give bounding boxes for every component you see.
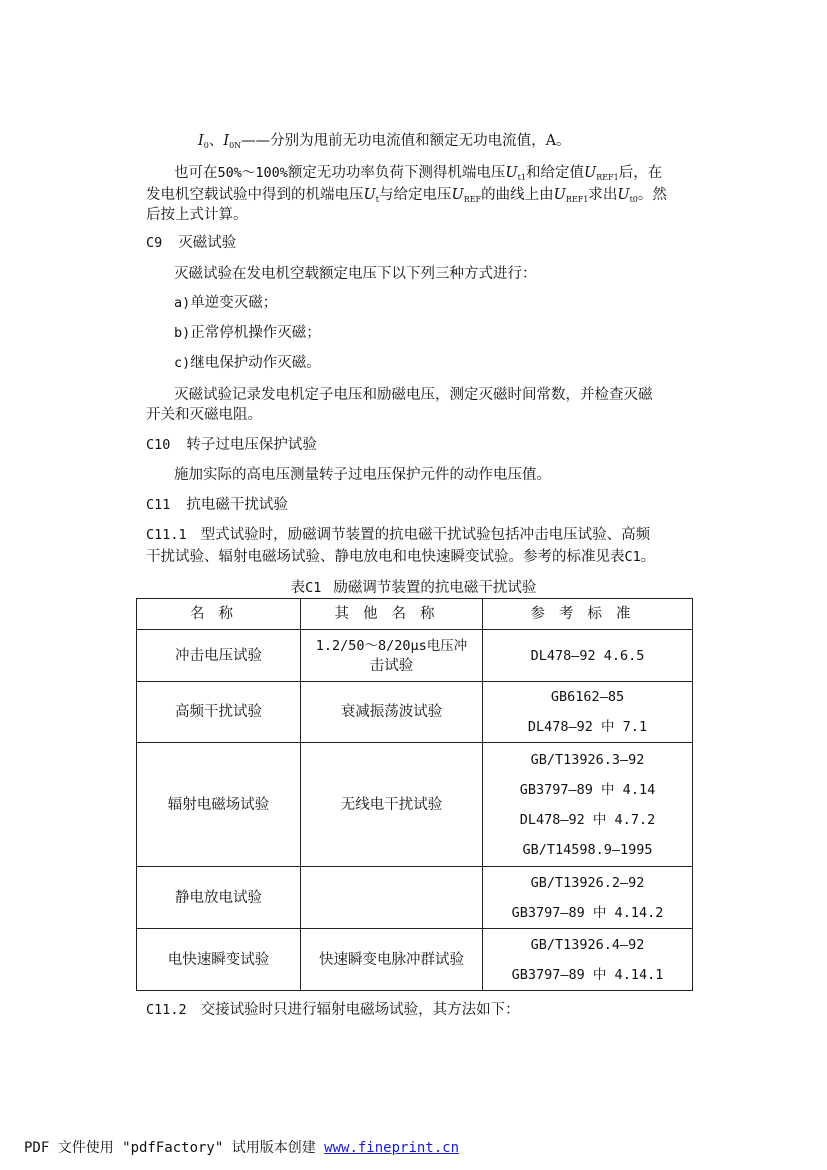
table-cell-name: 静电放电试验 (137, 867, 301, 929)
table-cell-name: 高频干扰试验 (137, 682, 301, 743)
table-cell-alt-name: 快速瞬变电脉冲群试验 (301, 929, 483, 991)
column-header-name: 名称 (137, 599, 301, 630)
column-header-reference: 参考标准 (483, 599, 693, 630)
list-item: a)单逆变灭磁； (174, 295, 278, 311)
measurement-paragraph-line-2: 发电机空载试验中得到的机端电压$U_t$与给定电压$U_{REF}$的曲线上由$U_{REF1}$求出$U_{t0}$。然 (146, 187, 667, 204)
emc-test-table (136, 598, 693, 991)
table-cell-alt-name: 1.2/50～8/20μs电压冲 击试验 (301, 630, 483, 682)
table-cell-name: 辐射电磁场试验 (137, 743, 301, 867)
table-row (137, 929, 693, 991)
table-cell-alt-name (301, 867, 483, 929)
table-header-row (137, 599, 693, 630)
section-c9-intro: 灭磁试验在发电机空载额定电压下以下列三种方式进行： (174, 266, 537, 282)
table-cell-name: 电快速瞬变试验 (137, 929, 301, 991)
table-row (137, 867, 693, 929)
section-c9-record-line-2: 开关和灭磁电阻。 (146, 407, 262, 423)
table-row (137, 682, 693, 743)
fineprint-link[interactable]: www.fineprint.cn (324, 1140, 460, 1156)
section-c9-heading: C9 灭磁试验 (146, 235, 237, 251)
table-cell-name: 冲击电压试验 (137, 630, 301, 682)
table-cell-reference: GB/T13926.4—92 GB3797—89 中 4.14.1 (483, 929, 693, 991)
table-row (137, 743, 693, 867)
table-cell-reference: GB6162—85 DL478—92 中 7.1 (483, 682, 693, 743)
section-c11-2: C11.2 交接试验时只进行辐射电磁场试验，其方法如下： (146, 1002, 520, 1018)
section-c11-1-line-1: C11.1 型式试验时，励磁调节装置的抗电磁干扰试验包括冲击电压试验、高频 (146, 527, 651, 543)
section-c10-body: 施加实际的高电压测量转子过电压保护元件的动作电压值。 (174, 467, 551, 483)
measurement-paragraph-line-1: 也可在50%～100%额定无功功率负荷下测得机端电压$U_{t1}$和给定值$U_{REF1}$后，在 (174, 165, 663, 182)
section-c10-heading: C10 转子过电压保护试验 (146, 437, 317, 453)
table-caption: 表C1 励磁调节装置的抗电磁干扰试验 (290, 580, 537, 596)
table-cell-alt-name: 无线电干扰试验 (301, 743, 483, 867)
table-cell-reference: GB/T13926.3—92 GB3797—89 中 4.14 DL478—92 中 4.7.2 GB/T14598.9—1995 (483, 743, 693, 867)
section-c11-1-line-2: 干扰试验、辐射电磁场试验、静电放电和电快速瞬变试验。参考的标准见表C1。 (146, 549, 656, 565)
table-row (137, 630, 693, 682)
measurement-paragraph-line-3: 后按上式计算。 (146, 207, 248, 223)
list-item: c)继电保护动作灭磁。 (174, 355, 321, 371)
section-c11-heading: C11 抗电磁干扰试验 (146, 497, 288, 513)
table-cell-reference: GB/T13926.2—92 GB3797—89 中 4.14.2 (483, 867, 693, 929)
list-item: b)正常停机操作灭磁； (174, 325, 321, 341)
pdf-footer: PDF 文件使用 "pdfFactory" 试用版本创建 www.fineprint.cn (24, 1140, 460, 1156)
symbol-definition: $I_0$、$I_{0N}——$分别为甩前无功电流值和额定无功电流值，A。 (198, 133, 571, 150)
column-header-alt-name: 其他名称 (301, 599, 483, 630)
section-c9-record-line-1: 灭磁试验记录发电机定子电压和励磁电压，测定灭磁时间常数，并检查灭磁 (174, 387, 653, 403)
table-cell-reference: DL478—92 4.6.5 (483, 630, 693, 682)
table-cell-alt-name: 衰减振荡波试验 (301, 682, 483, 743)
